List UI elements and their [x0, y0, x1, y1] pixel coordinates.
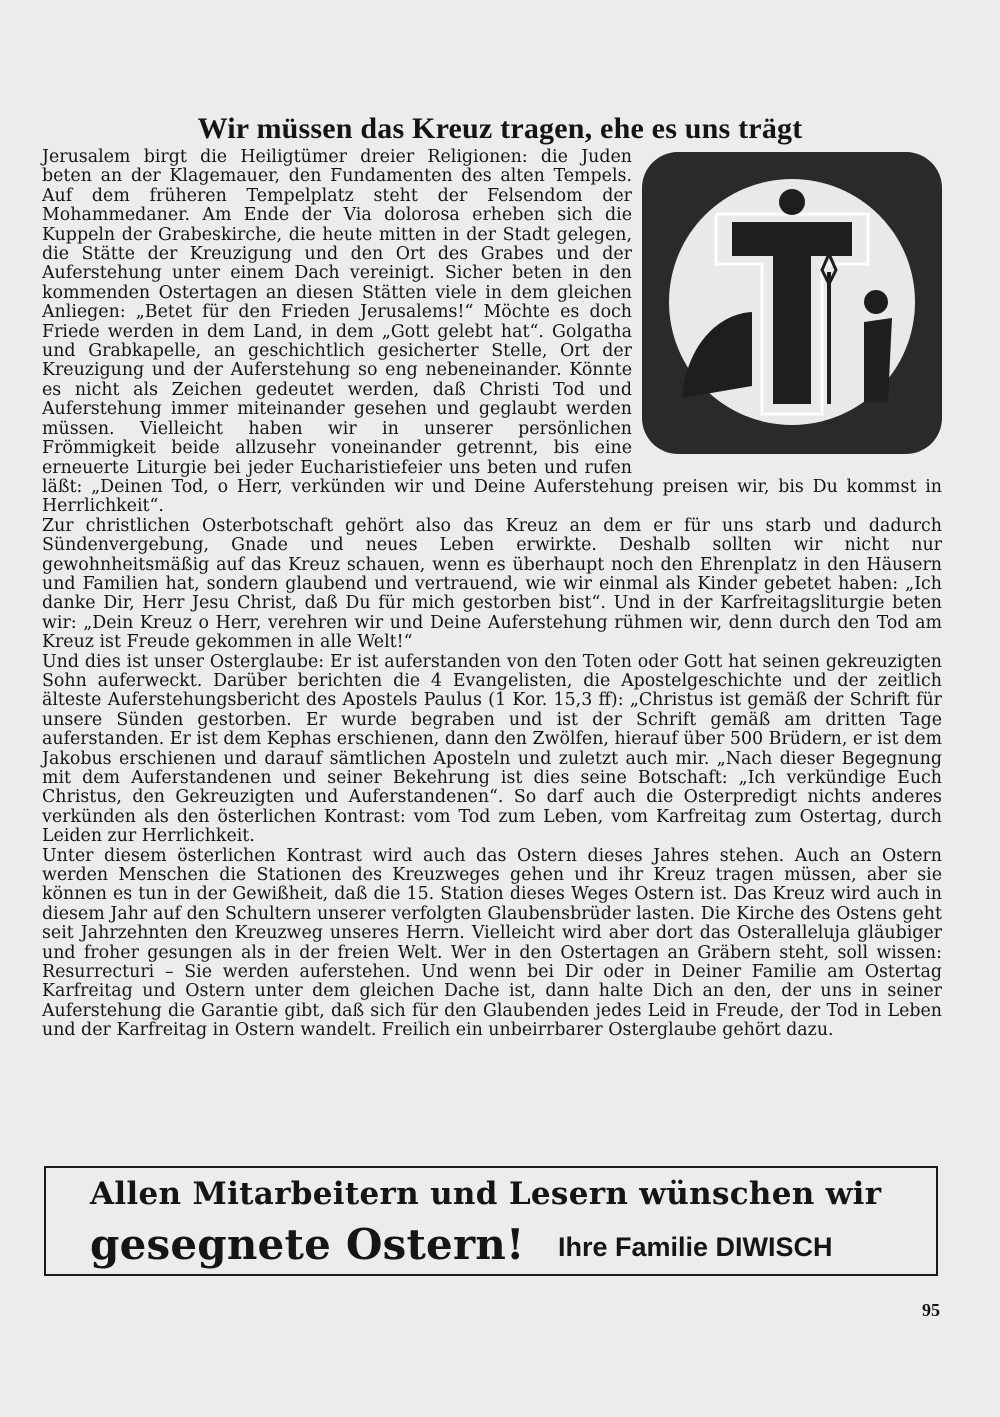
- article-paragraph: Unter diesem österlichen Kontrast wird auch das Ostern dieses Jahres stehen. Auch an Ostern werden Menschen die Stationen des Kreuzweges gehen und ihr Kreuz tragen müssen, aber sie können es tun in der Gewißheit, daß die 15. Station dieses Weges Ostern ist. Das Kreuz wird auch in diesem Jahr auf den Schultern unserer verfolgten Glaubensbrüder lasten. Die Kirche des Ostens geht seit Jahrzehnten den Kreuzweg unseres Herrn. Vielleicht wird aber dort das Osteralleluja gläubiger und froher gesungen als in der freien Welt. Wer in den Ostertagen an Gräbern steht, soll wissen: Resurrecturi – Sie werden auferstehen. Und wenn bei Dir oder in Deiner Familie am Ostertag Karfreitag und Ostern unter dem gleichen Dache ist, dann halte Dich an den, der uns in seiner Auferstehung die Garantie gibt, daß sich für den Glaubenden jedes Leid in Freude, der Tod in Leben und der Karfreitag in Ostern wandelt. Freilich ein unbeirrbarer Osterglaube gehört dazu.: [42, 845, 942, 1041]
- greeting-line-2: gesegnete Ostern!: [90, 1220, 525, 1269]
- article-title: Wir müssen das Kreuz tragen, ehe es uns trägt: [197, 112, 803, 146]
- cross-emblem-graphic: [642, 152, 942, 454]
- greeting-line-1: Allen Mitarbeitern und Lesern wünschen wir: [90, 1176, 882, 1212]
- article-body: [42, 148, 942, 1041]
- page-number: 95: [922, 1300, 940, 1320]
- cross-emblem-icon: [642, 152, 942, 454]
- easter-greeting-box: [44, 1166, 938, 1276]
- article-paragraph: Und dies ist unser Osterglaube: Er ist auferstanden von den Toten oder Gott hat seinen gekreuzigten Sohn auferweckt. Darüber berichten die 4 Evangelisten, die Apostelgeschichte und der zeitlich älteste Auferstehungsbericht des Apostels Paulus (1 Kor. 15,3 ff): „Christus ist gemäß der Schrift für unsere Sünden gestorben. Er wurde begraben und ist der Schrift gemäß am dritten Tage auferstanden. Er ist dem Kephas erschienen, dann den Zwölfen, hierauf über 500 Brüdern, er ist dem Jakobus erschienen und darauf sämtlichen Aposteln und zuletzt auch mir. „Nach dieser Begegnung mit dem Auferstandenen und seiner Bekehrung ist dies seine Botschaft: „Ich verkündige Euch Christus, den Gekreuzigten und Auferstandenen“. So darf auch die Osterpredigt nichts anderes verkünden als den österlichen Kontrast: vom Tod zum Leben, vom Karfreitag zum Ostertag, durch Leiden zur Herrlichkeit.: [42, 651, 942, 847]
- article-paragraph: Zur christlichen Osterbotschaft gehört also das Kreuz an dem er für uns starb und dadurch Sündenvergebung, Gnade und neues Leben erwirkte. Deshalb sollten wir nicht nur gewohnheitsmäßig auf das Kreuz schauen, wenn es überhaupt noch den Ehrenplatz in den Häusern und Familien hat, sondern glaubend und vertrauend, wie wir einmal als Kinder gebetet haben: „Ich danke Dir, Herr Jesu Christ, daß Du für mich gestorben bist“. Und in der Karfreitagsliturgie beten wir: „Dein Kreuz o Herr, verehren wir und Deine Auferstehung rühmen wir, denn durch den Tod am Kreuz ist Freude gekommen in alle Welt!“: [42, 515, 942, 653]
- greeting-signature: Ihre Familie DIWISCH: [558, 1232, 833, 1262]
- article-paragraph: Jerusalem birgt die Heiligtümer dreier Religionen: die Juden beten an der Klagemauer, den Fundamenten des alten Tempels. Auf dem früheren Tempelplatz steht der Felsendom der Mohammedaner. Am Ende der Via dolorosa erheben sich die Kuppeln der Grabeskirche, die heute mitten in der Stadt gelegen, die Stätte der Kreuzigung und den Ort des Grabes und der Auferstehung unter einem Dach vereinigt. Sicher beten in den kommenden Ostertagen an diesen Stätten viele in dem gleichen Anliegen: „Betet für den Frieden Jerusalems!“ Möchte es doch Friede werden in dem Land, in dem „Gott gelebt hat“. Golgatha und Grabkapelle, an geschichtlich gesicherter Stelle, Ort der Kreuzigung und der Auferstehung so eng nebeneinander. Könnte es nicht als Zeichen gedeutet werden, daß Christi Tod und Auferstehung immer miteinander gesehen und geglaubt werden müssen. Vielleicht haben wir in unserer persönlichen Frömmigkeit beide allzusehr voneinander getrennt, bis eine erneuerte Liturgie bei jeder Eucharistiefeier uns beten und rufen läßt: „Deinen Tod, o Herr, verkünden wir und Deine Auferstehung preisen wir, bis Du kommst in Herrlichkeit“.: [42, 147, 942, 517]
